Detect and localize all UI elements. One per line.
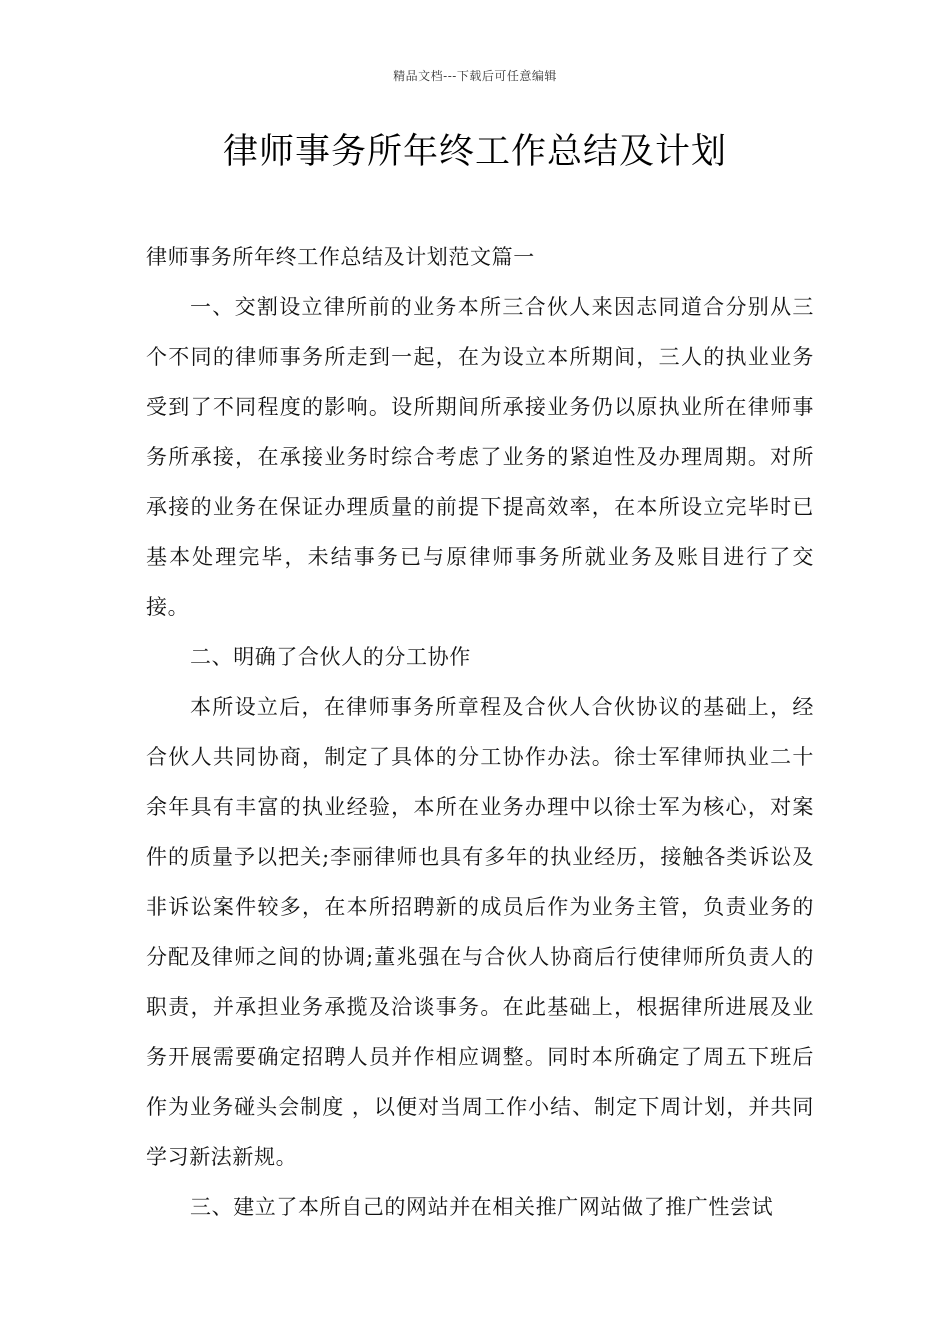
paragraph: 本所设立后，在律师事务所章程及合伙人合伙协议的基础上，经合伙人共同协商，制定了具体的分工协作办法。徐士军律师执业二十余年具有丰富的执业经验，本所在业务办理中以徐士军为核心，对案件的质量予以把关;李丽律师也具有多年的执业经历，接触各类诉讼及非诉讼案件较多，在本所招聘新的成员后作为业务主管，负责业务的分配及律师之间的协调;董兆强在与合伙人协商后行使律师所负责人的职责，并承担业务承揽及洽谈事务。在此基础上，根据律所进展及业务开展需要确定招聘人员并作相应调整。同时本所确定了周五下班后作为业务碰头会制度 ，以便对当周工作小结、制定下周计划，并共同学习新法新规。 [146,695,814,1169]
document-title: 律师事务所年终工作总结及计划 [222,132,727,172]
section-heading: 律师事务所年终工作总结及计划范文篇一 [146,245,535,269]
paragraph: 一、交割设立律所前的业务本所三合伙人来因志同道合分别从三个不同的律师事务所走到一起，在为设立本所期间，三人的执业业务受到了不同程度的影响。设所期间所承接业务仍以原执业所在律师事务所承接，在承接业务时综合考虑了业务的紧迫性及办理周期。对所承接的业务在保证办理质量的前提下提高效率，在本所设立完毕时已基本处理完毕，未结事务已与原律师事务所就业务及账目进行了交接。 [146,295,814,619]
header-note: 精品文档---下载后可任意编辑 [393,69,557,83]
paragraph: 三、建立了本所自己的网站并在相关推广网站做了推广性尝试 [190,1195,774,1219]
document-body [146,232,814,1232]
paragraph: 二、明确了合伙人的分工协作 [190,645,471,669]
